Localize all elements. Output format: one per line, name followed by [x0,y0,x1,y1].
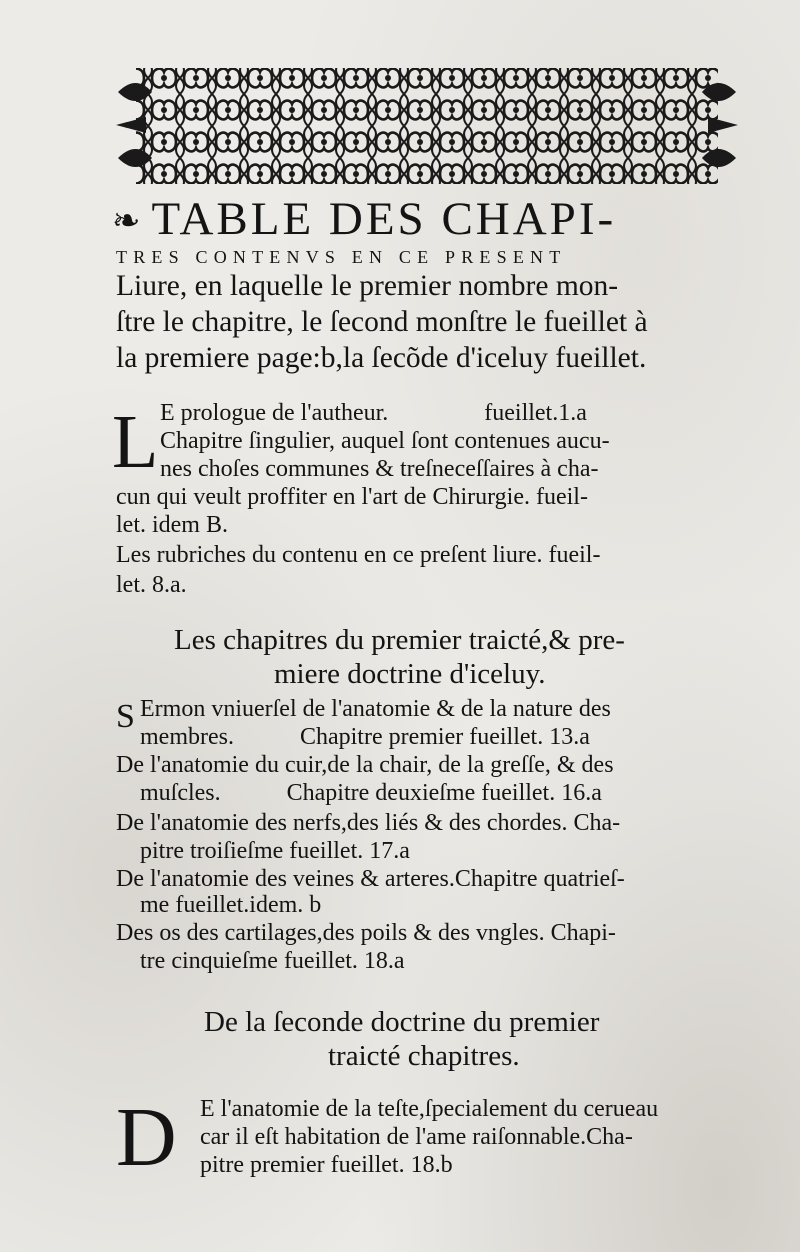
drop-cap-s: S [116,698,135,735]
title-heading [112,192,616,246]
decorative-headpiece-ornament [116,62,738,190]
chapter-line: muſcles. Chapitre deuxieſme fueillet. 16.a [140,780,602,806]
chapter-line: tre cinquieſme fueillet. 18.a [140,948,405,974]
section-heading: miere doctrine d'iceluy. [274,658,546,690]
fleuron-icon: ❧ [112,203,144,240]
title-main-text: TABLE DES CHAPI- [151,193,617,245]
chapter-line: Des os des cartilages,des poils & des vngles. Chapi- [116,920,616,946]
section-heading: traicté chapitres. [328,1040,520,1072]
chapter-line: De l'anatomie du cuir,de la chair, de la greſſe, & des [116,752,614,778]
intro-line: Liure, en laquelle le premier nombre mon- [116,270,619,302]
chapter-line: car il eſt habitation de l'ame raiſonnable.Cha- [200,1124,633,1150]
chapter-line: pitre troiſieſme fueillet. 17.a [140,838,410,864]
chapter-line: Ermon vniuerſel de l'anatomie & de la nature des [140,696,611,722]
prologue-line: nes choſes communes & treſneceſſaires à cha- [160,456,599,482]
prologue-line: Chapitre ſingulier, auquel ſont contenues aucu- [160,428,610,454]
chapter-line: De l'anatomie des veines & arteres.Chapitre quatrieſ- [116,866,625,892]
prologue-line: E prologue de l'autheur. fueillet.1.a [160,400,587,426]
drop-cap-l: L [112,400,159,484]
section-heading: De la ſeconde doctrine du premier [204,1006,600,1038]
chapter-line: pitre premier fueillet. 18.b [200,1152,453,1178]
rubriches-line: let. 8.a. [116,572,187,598]
drop-cap-d: D [116,1091,177,1184]
chapter-line: membres. Chapitre premier fueillet. 13.a [140,724,590,750]
chapter-line: De l'anatomie des nerfs,des liés & des chordes. Cha- [116,810,621,836]
chapter-line: E l'anatomie de la teſte,ſpecialement du cerueau [200,1096,659,1122]
chapter-line: me fueillet.idem. b [140,892,322,918]
section-heading: Les chapitres du premier traicté,& pre- [174,624,625,656]
title-subheading: TRES CONTENVS EN CE PRESENT [116,247,567,267]
prologue-line: cun qui veult proffiter en l'art de Chirurgie. fueil- [116,484,588,510]
intro-line: ſtre le chapitre, le ſecond monſtre le fueillet à [116,306,648,338]
intro-line: la premiere page:b,la ſecõde d'iceluy fueillet. [116,342,647,374]
prologue-line: let. idem B. [116,512,228,538]
rubriches-line: Les rubriches du contenu en ce preſent liure. fueil- [116,542,601,568]
